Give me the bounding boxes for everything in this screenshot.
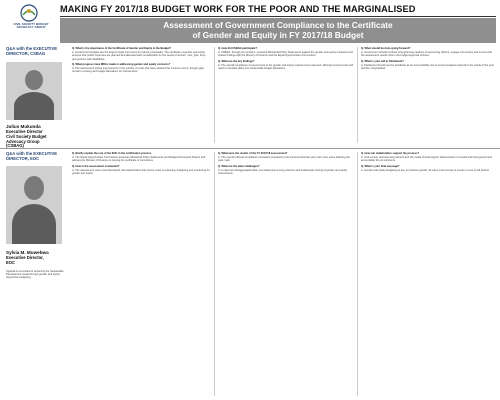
- person-title-line: Executive Director: [6, 129, 43, 134]
- section1-role-label: Q&A with the EXECUTIVE DIRECTOR, CSBAG: [6, 46, 58, 56]
- answer: A. The overall national compliance increased compared to the previous financial year, with more votes attaining the pass mark.: [218, 156, 350, 163]
- portrait-body: [12, 204, 56, 244]
- section2-column-2: [218, 152, 353, 396]
- person-title-line: Executive Director,: [6, 255, 44, 260]
- section1-column-1: [72, 47, 210, 145]
- answer: A. Limited sex-disaggregated data, low awareness among planners and inadequate costing of gender and equity interventions.: [218, 168, 348, 176]
- question: Q. What are the main challenges?: [218, 164, 260, 168]
- section1-column-3: [361, 47, 495, 145]
- portrait-head: [24, 176, 44, 200]
- section1-person-title: [6, 130, 66, 149]
- section1-column-2: [218, 47, 353, 145]
- section2-portrait: [6, 166, 62, 244]
- question: Q. How can stakeholders support the process?: [361, 152, 420, 155]
- title-rule: [60, 16, 496, 17]
- section2-column-1: [72, 152, 210, 396]
- answer: A. Gender and equity budgeting is key to inclusive growth; all votes must comply to ensure no one is left behind.: [361, 168, 490, 172]
- column-rule: [214, 152, 215, 396]
- question: Q. What progress have MDAs made in addressing gender and equity concerns?: [72, 62, 171, 66]
- answer: A. CSBAG, through its members, reviewed Ministerial Policy Statements against the gender and equity compacts and shared findings with the Ministry of Finance and the Equal Opportunities Commission.: [218, 51, 353, 58]
- answer: A. Government budgets are the largest single instrument for reducing inequality. The certificate of gender and equity ensures that public resources are planned and allocated with consideration for the needs of women, men, girls, boys and persons with disabilities.: [72, 51, 206, 61]
- question: Q. What is the importance of the Certificate of Gender and Equity in the Budget?: [72, 47, 172, 50]
- column-rule: [214, 47, 215, 143]
- section1-portrait: [6, 62, 62, 120]
- question: Q. What is your final message?: [361, 164, 400, 168]
- question: Q. What were the results of the FY 2017/18 assessment?: [218, 152, 288, 155]
- section-divider: [0, 148, 500, 149]
- column-rule: [357, 47, 358, 143]
- subtitle-line-2: of Gender and Equity in FY 2017/18 Budget: [192, 30, 364, 40]
- question: Q. What is your call to Parliament?: [361, 59, 404, 63]
- page-title: MAKING FY 2017/18 BUDGET WORK FOR THE POOR AND THE MARGINALISED: [60, 4, 416, 14]
- portrait-head: [25, 70, 43, 90]
- answer: A. Parliament should use the certificate as an accountability tool to ensure budgets respond to the needs of the poor and the marginalised.: [361, 63, 495, 71]
- answer: A. Government should continue strengthening capacity of accounting officers, engage civil society and ensure that the assessment results inform the budget approval process.: [361, 51, 492, 58]
- question: Q. Briefly explain the role of the EOC in the certification process.: [72, 152, 152, 155]
- answer: A. The assessment uses a tool developed with stakeholders that scores votes on planning, budgeting and monitoring for gender and equity.: [72, 168, 210, 176]
- subtitle-line-1: Assessment of Government Compliance to the Certificate: [163, 20, 393, 30]
- answer: A. The Equal Opportunities Commission assesses Ministerial Policy Statements and Budget Framework Papers and advises the Minister of Finance on issuing the certificate of compliance.: [72, 156, 206, 163]
- person-title-line: Civil Society Budget: [6, 133, 47, 139]
- person-title-line: (CSBAG): [6, 143, 24, 149]
- question: Q. How is the assessment conducted?: [72, 164, 120, 168]
- csbag-logo: [6, 4, 50, 40]
- subtitle-band: [60, 18, 496, 43]
- column-rule: [357, 152, 358, 396]
- answer: A. Civil society, development partners and the media should support dissemination of results and hold government accountable for commitments.: [361, 156, 493, 163]
- portrait-body: [14, 92, 54, 120]
- person-title-line: Advocacy Group: [6, 138, 40, 144]
- question: Q. What should be done going forward?: [361, 47, 411, 50]
- section2-person-title: [6, 256, 66, 266]
- answer: A. The overall compliance of government to the gender and equity requirements improved, although several votes still need to translate plans into measurable budget allocations.: [218, 63, 353, 71]
- section2-person-name: Sylvia M. Muwebwa: [6, 250, 49, 255]
- logo-text: CIVIL SOCIETY BUDGET ADVOCACY GROUP: [13, 22, 49, 30]
- section2-role-label: Q&A with the EXECUTIVE DIRECTOR, EOC: [6, 151, 58, 161]
- section1-person-name: Julius Mukunda: [6, 124, 41, 129]
- question: Q. How did CSBAG participate?: [218, 47, 258, 50]
- answer: A. The assessment shows improvement in the number of votes that have attained the minimum score, though gaps remain in costing and budget allocations for interventions.: [72, 67, 205, 74]
- question: Q. What are the key findings?: [218, 59, 255, 63]
- section2-caption: Uganda is committed to achieving the Sustainable Development Goals through gender and equity responsive budgeting.: [6, 270, 64, 280]
- logo-mark-icon: [18, 4, 40, 22]
- person-title-line: EOC: [6, 259, 16, 265]
- section2-column-3: [361, 152, 495, 396]
